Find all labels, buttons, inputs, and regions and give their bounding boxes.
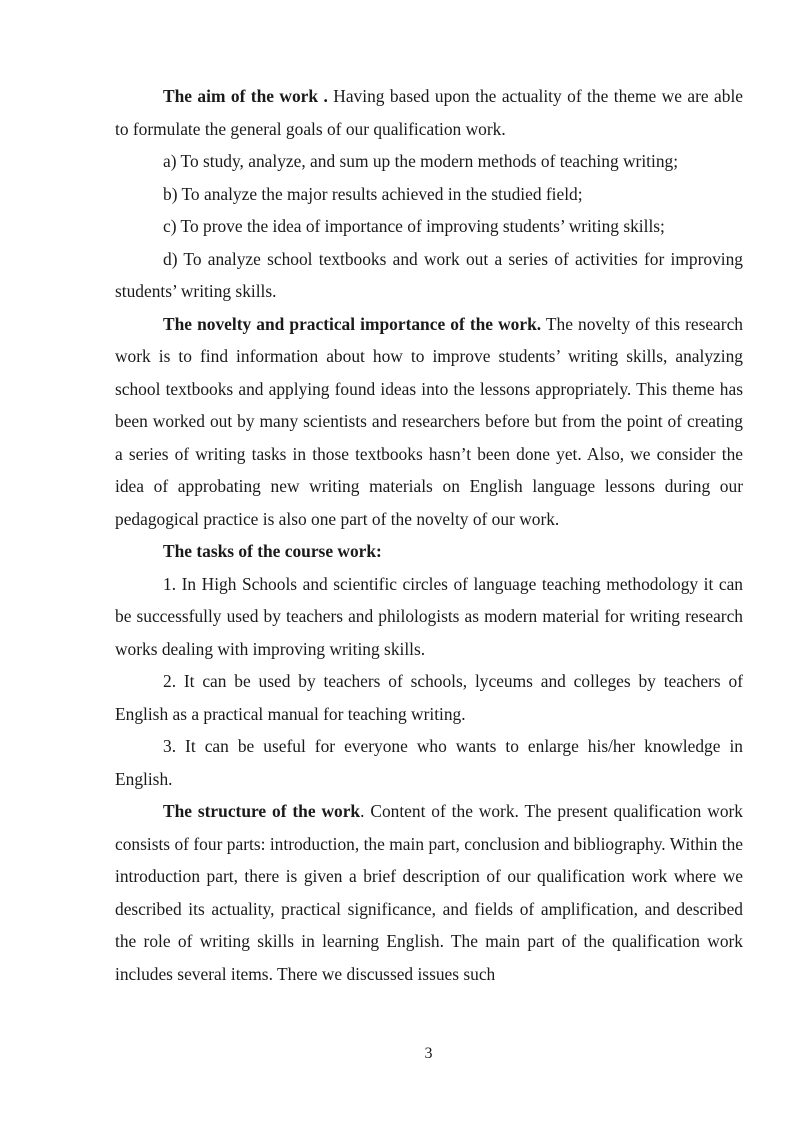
structure-heading: The structure of the work	[163, 801, 361, 821]
goal-item: a) To study, analyze, and sum up the modern methods of teaching writing;	[163, 151, 679, 171]
structure-paragraph	[115, 795, 743, 990]
task-item: 2. It can be used by teachers of schools, lyceums and colleges by teachers of English as a practical manual for teaching writing.	[115, 671, 743, 724]
goal-item: b) To analyze the major results achieved in the studied field;	[163, 183, 583, 204]
structure-text: . Content of the work. The present qualification work consists of four parts: introduction, the main part, conclusion and bibliography. Within the introduction part, there is given a brief description of our qualification work where we described its actuality, practical significance, and fields of amplification, and described the role of writing skills in learning English. The main part of the qualification work includes several items. There we discussed issues such	[115, 801, 743, 984]
goal-item: d) To analyze school textbooks and work out a series of activities for improving students’ writing skills.	[115, 248, 743, 301]
page-body	[115, 80, 743, 990]
novelty-heading: The novelty and practical importance of the work.	[163, 313, 542, 334]
task-item: 1. In High Schools and scientific circles of language teaching methodology it can be successfully used by teachers and philologists as modern material for writing research works dealing with improving writing skills.	[115, 573, 743, 659]
novelty-paragraph	[115, 308, 743, 536]
tasks-heading-paragraph	[115, 535, 743, 568]
tasks-heading: The tasks of the course work:	[163, 541, 382, 561]
aim-heading: The aim of the work .	[163, 86, 328, 106]
novelty-text: The novelty of this research work is to find information about how to improve students’ writing skills, analyzing school textbooks and applying found ideas into the lessons appropriately. This theme has been worked out by many scientists and researchers before but from the point of creating a series of writing tasks in those textbooks hasn’t been done yet. Also, we consider the idea of approbating new writing materials on English language lessons during our pedagogical practice is also one part of the novelty of our work.	[115, 313, 743, 529]
page-number: 3	[424, 1045, 433, 1062]
aim-paragraph	[115, 80, 743, 145]
aim-text: Having based upon the actuality of the theme we are able to formulate the general goals of our qualification work.	[115, 86, 744, 139]
goal-item: c) To prove the idea of importance of improving students’ writing skills;	[163, 216, 665, 236]
task-item: 3. It can be useful for everyone who wants to enlarge his/her knowledge in English.	[115, 736, 743, 789]
